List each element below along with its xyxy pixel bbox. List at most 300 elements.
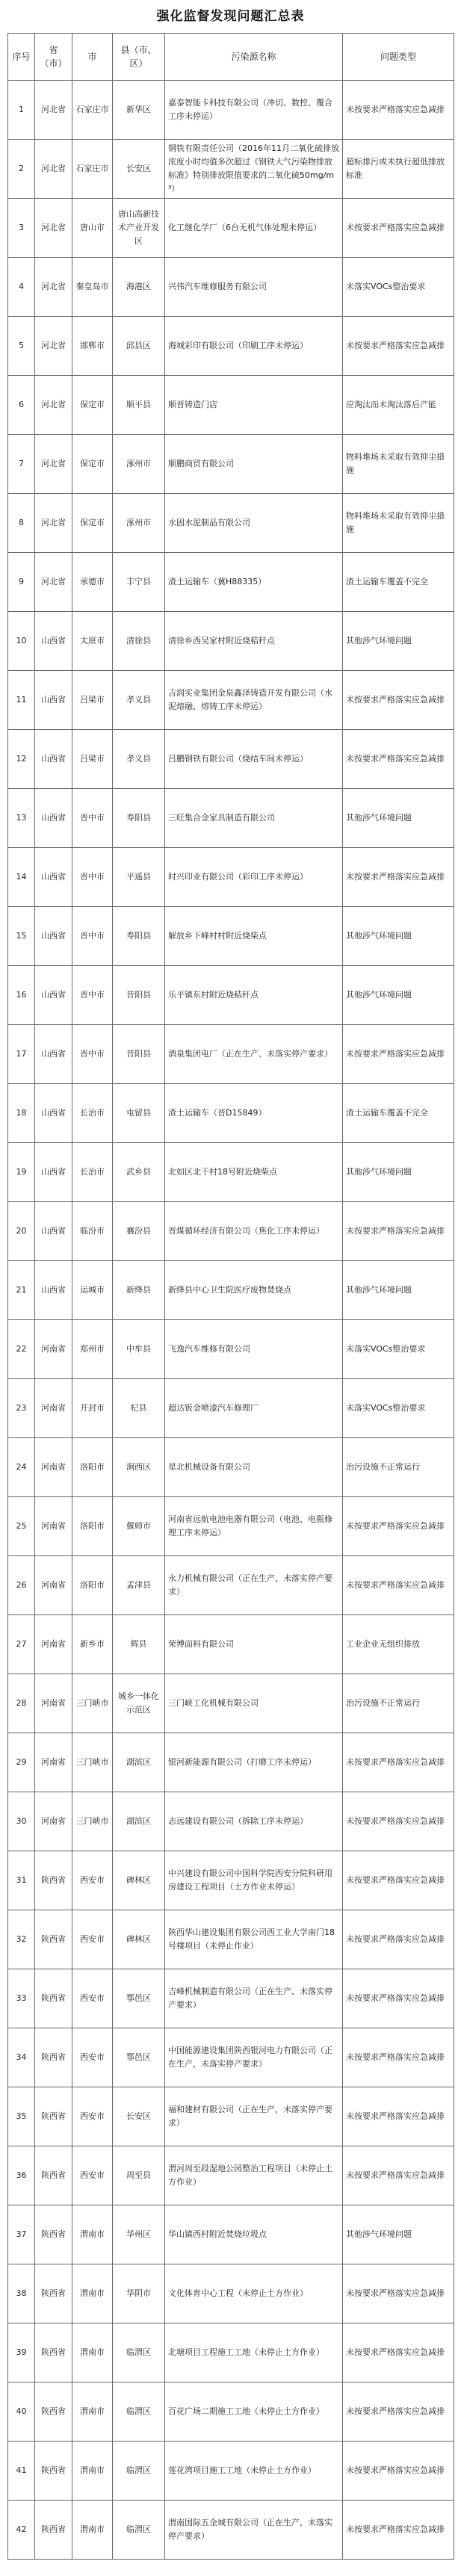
cell-city: 三门峡市 [72, 1733, 113, 1792]
cell-no: 38 [8, 2264, 35, 2323]
cell-province: 陕西省 [35, 2146, 72, 2205]
cell-no: 33 [8, 1969, 35, 2028]
cell-source-name: 吕鹏钢铁有限公司（烧结车间未停运） [165, 730, 343, 789]
table-row [8, 1792, 454, 1851]
cell-source-name: 海城彩印有限公司（印刷工序未停运） [165, 317, 343, 376]
table-row [8, 435, 454, 494]
cell-province: 山西省 [35, 1025, 72, 1084]
cell-source-name: 渣土运输车（晋D15849） [165, 1084, 343, 1143]
cell-city: 太原市 [72, 612, 113, 671]
cell-no: 1 [8, 81, 35, 140]
cell-source-name: 顺晋铸造门店 [165, 376, 343, 435]
cell-no: 25 [8, 1497, 35, 1556]
cell-no: 29 [8, 1733, 35, 1792]
cell-issue-type: 未按要求严格落实应急减排 [343, 2087, 454, 2146]
cell-city: 三门峡市 [72, 1792, 113, 1851]
cell-issue-type: 未按要求严格落实应急减排 [343, 1497, 454, 1556]
cell-source-name: 顺鹏商贸有限公司 [165, 435, 343, 494]
cell-no: 8 [8, 494, 35, 553]
cell-issue-type: 未按要求严格落实应急减排 [343, 1556, 454, 1615]
cell-city: 洛阳市 [72, 1497, 113, 1556]
cell-no: 34 [8, 2028, 35, 2087]
cell-source-name: 福和建材有限公司（正在生产，未落实停产要求） [165, 2087, 343, 2146]
cell-issue-type: 超标排污或未执行超低排放标准 [343, 140, 454, 199]
cell-issue-type: 未落实VOCs整治要求 [343, 1379, 454, 1438]
cell-province: 河北省 [35, 317, 72, 376]
table-row [8, 2087, 454, 2146]
table-row [8, 1261, 454, 1320]
table-row [8, 2146, 454, 2205]
cell-province: 河北省 [35, 376, 72, 435]
table-row [8, 2383, 454, 2442]
cell-city: 运城市 [72, 1261, 113, 1320]
cell-source-name: 百花广场二期施工工地（未停止土方作业） [165, 2383, 343, 2442]
cell-county: 临渭区 [113, 2442, 165, 2501]
cell-city: 晋中市 [72, 966, 113, 1025]
cell-province: 河南省 [35, 1379, 72, 1438]
cell-city: 三门峡市 [72, 1674, 113, 1733]
cell-no: 16 [8, 966, 35, 1025]
cell-city: 西安市 [72, 2146, 113, 2205]
cell-province: 河南省 [35, 1792, 72, 1851]
cell-no: 24 [8, 1438, 35, 1497]
cell-county: 鄠邑区 [113, 2028, 165, 2087]
cell-no: 26 [8, 1556, 35, 1615]
table-row [8, 1202, 454, 1261]
cell-city: 渭南市 [72, 2442, 113, 2501]
cell-province: 河南省 [35, 1320, 72, 1379]
cell-issue-type: 其他涉气环境问题 [343, 612, 454, 671]
cell-issue-type: 未按要求严格落实应急减排 [343, 1910, 454, 1969]
cell-city: 吕梁市 [72, 730, 113, 789]
cell-county: 昔阳县 [113, 966, 165, 1025]
cell-no: 10 [8, 612, 35, 671]
cell-city: 临汾市 [72, 1202, 113, 1261]
cell-source-name: 渣土运输车（冀H88335） [165, 553, 343, 612]
cell-source-name: 超达钣金喷漆汽车修理厂 [165, 1379, 343, 1438]
cell-province: 山西省 [35, 730, 72, 789]
cell-county: 湖滨区 [113, 1733, 165, 1792]
cell-no: 4 [8, 258, 35, 317]
cell-issue-type: 未按要求严格落实应急减排 [343, 671, 454, 730]
cell-source-name: 清徐乡西吴家村附近烧秸秆点 [165, 612, 343, 671]
cell-source-name: 中兴建设有限公司中国科学院西安分院科研用房建设工程项目（土方作业未停运） [165, 1851, 343, 1910]
table-row [8, 789, 454, 848]
cell-province: 河北省 [35, 553, 72, 612]
cell-province: 河南省 [35, 1615, 72, 1674]
cell-city: 渭南市 [72, 2264, 113, 2323]
table-row [8, 1969, 454, 2028]
cell-city: 石家庄市 [72, 81, 113, 140]
cell-no: 21 [8, 1261, 35, 1320]
cell-county: 长安区 [113, 2087, 165, 2146]
cell-city: 西安市 [72, 1969, 113, 2028]
cell-source-name: 中国能源建设集团陕西银河电力有限公司（正在生产，未落实停产要求） [165, 2028, 343, 2087]
cell-source-name: 兴伟汽车维修服务有限公司 [165, 258, 343, 317]
cell-source-name: 河南省远航电池电器有限公司（电池、电瓶修理工序未停运） [165, 1497, 343, 1556]
cell-no: 7 [8, 435, 35, 494]
cell-no: 41 [8, 2442, 35, 2501]
table-row [8, 730, 454, 789]
cell-province: 河北省 [35, 140, 72, 199]
cell-county: 新华区 [113, 81, 165, 140]
cell-issue-type: 未落实VOCs整治要求 [343, 1320, 454, 1379]
cell-source-name: 飞逸汽车维修有限公司 [165, 1320, 343, 1379]
cell-province: 河北省 [35, 435, 72, 494]
cell-county: 孝义县 [113, 671, 165, 730]
problem-summary-table [7, 33, 454, 2560]
cell-province: 山西省 [35, 1084, 72, 1143]
cell-no: 32 [8, 1910, 35, 1969]
cell-no: 37 [8, 2205, 35, 2264]
table-row [8, 2442, 454, 2501]
cell-issue-type: 未按要求严格落实应急减排 [343, 2323, 454, 2383]
header-province: 省（市） [35, 34, 72, 81]
cell-county: 屯留县 [113, 1084, 165, 1143]
cell-city: 保定市 [72, 435, 113, 494]
cell-issue-type: 工业企业无组织排放 [343, 1615, 454, 1674]
cell-source-name: 新绛县中心卫生院医疗废物焚烧点 [165, 1261, 343, 1320]
cell-county: 湖滨区 [113, 1792, 165, 1851]
cell-issue-type: 其他涉气环境问题 [343, 966, 454, 1025]
cell-province: 陕西省 [35, 1969, 72, 2028]
cell-no: 17 [8, 1025, 35, 1084]
cell-no: 42 [8, 2501, 35, 2560]
cell-county: 偃师市 [113, 1497, 165, 1556]
header-no: 序号 [8, 34, 35, 81]
cell-city: 晋中市 [72, 1025, 113, 1084]
cell-no: 5 [8, 317, 35, 376]
cell-province: 山西省 [35, 789, 72, 848]
cell-source-name: 志远建设有限公司（拆除工序未停运） [165, 1792, 343, 1851]
cell-no: 22 [8, 1320, 35, 1379]
cell-no: 30 [8, 1792, 35, 1851]
cell-city: 保定市 [72, 376, 113, 435]
cell-county: 寿阳县 [113, 907, 165, 966]
cell-city: 晋中市 [72, 848, 113, 907]
cell-no: 39 [8, 2323, 35, 2383]
cell-county: 临渭区 [113, 2323, 165, 2383]
table-row [8, 907, 454, 966]
table-row [8, 2264, 454, 2323]
cell-county: 碑林区 [113, 1851, 165, 1910]
cell-county: 华阴市 [113, 2264, 165, 2323]
cell-no: 15 [8, 907, 35, 966]
cell-source-name: 乐平镇东村附近烧秸秆点 [165, 966, 343, 1025]
cell-issue-type: 未按要求严格落实应急减排 [343, 1202, 454, 1261]
cell-no: 2 [8, 140, 35, 199]
cell-source-name: 三门峡工化机械有限公司 [165, 1674, 343, 1733]
table-row [8, 258, 454, 317]
table-row [8, 1438, 454, 1497]
table-row [8, 2028, 454, 2087]
cell-issue-type: 治污设施不正常运行 [343, 1438, 454, 1497]
table-row [8, 1615, 454, 1674]
cell-issue-type: 未按要求严格落实应急减排 [343, 1792, 454, 1851]
cell-county: 周至县 [113, 2146, 165, 2205]
cell-source-name: 星北机械设备有限公司 [165, 1438, 343, 1497]
cell-no: 12 [8, 730, 35, 789]
cell-county: 鄠邑区 [113, 1969, 165, 2028]
cell-county: 顺平县 [113, 376, 165, 435]
cell-issue-type: 未按要求严格落实应急减排 [343, 2146, 454, 2205]
cell-province: 河北省 [35, 81, 72, 140]
cell-city: 长治市 [72, 1143, 113, 1202]
cell-county: 涿州市 [113, 494, 165, 553]
table-row [8, 376, 454, 435]
cell-issue-type: 未按要求严格落实应急减排 [343, 2383, 454, 2442]
cell-issue-type: 治污设施不正常运行 [343, 1674, 454, 1733]
cell-county: 中牟县 [113, 1320, 165, 1379]
header-issue-type: 问题类型 [343, 34, 454, 81]
document-title: 强化监督发现问题汇总表 [156, 9, 305, 24]
cell-province: 陕西省 [35, 2264, 72, 2323]
cell-province: 河南省 [35, 1438, 72, 1497]
table-row [8, 494, 454, 553]
cell-issue-type: 未按要求严格落实应急减排 [343, 2028, 454, 2087]
cell-county: 孝义县 [113, 730, 165, 789]
cell-no: 3 [8, 199, 35, 258]
cell-city: 渭南市 [72, 2383, 113, 2442]
cell-province: 陕西省 [35, 1910, 72, 1969]
cell-county: 邱县区 [113, 317, 165, 376]
cell-province: 河南省 [35, 1556, 72, 1615]
cell-issue-type: 物料堆场未采取有效抑尘措施 [343, 494, 454, 553]
cell-no: 11 [8, 671, 35, 730]
cell-source-name: 华山镇西村附近焚烧垃圾点 [165, 2205, 343, 2264]
cell-issue-type: 渣土运输车覆盖不完全 [343, 553, 454, 612]
cell-city: 秦皇岛市 [72, 258, 113, 317]
cell-source-name: 渭南国际五金城有限公司（正在生产，未落实停产要求） [165, 2501, 343, 2560]
cell-issue-type: 未按要求严格落实应急减排 [343, 317, 454, 376]
cell-source-name: 莲花湾项目施工工地（未停止土方作业） [165, 2442, 343, 2501]
table-row [8, 1851, 454, 1910]
cell-county: 平遥县 [113, 848, 165, 907]
cell-issue-type: 其他涉气环境问题 [343, 907, 454, 966]
cell-issue-type: 未按要求严格落实应急减排 [343, 199, 454, 258]
cell-county: 襄汾县 [113, 1202, 165, 1261]
cell-city: 开封市 [72, 1379, 113, 1438]
cell-issue-type: 未按要求严格落实应急减排 [343, 2442, 454, 2501]
cell-county: 杞县 [113, 1379, 165, 1438]
cell-county: 涧西区 [113, 1438, 165, 1497]
cell-issue-type: 未按要求严格落实应急减排 [343, 1851, 454, 1910]
cell-issue-type: 未按要求严格落实应急减排 [343, 81, 454, 140]
cell-issue-type: 未按要求严格落实应急减排 [343, 2264, 454, 2323]
cell-issue-type: 未按要求严格落实应急减排 [343, 848, 454, 907]
cell-issue-type: 未按要求严格落实应急减排 [343, 2501, 454, 2560]
cell-city: 洛阳市 [72, 1438, 113, 1497]
cell-province: 河南省 [35, 1733, 72, 1792]
cell-source-name: 三旺集合金家具制造有限公司 [165, 789, 343, 848]
cell-city: 石家庄市 [72, 140, 113, 199]
cell-city: 西安市 [72, 2087, 113, 2146]
cell-city: 西安市 [72, 2028, 113, 2087]
cell-province: 陕西省 [35, 1851, 72, 1910]
table-row [8, 81, 454, 140]
cell-province: 陕西省 [35, 2205, 72, 2264]
cell-city: 渭南市 [72, 2205, 113, 2264]
cell-province: 山西省 [35, 966, 72, 1025]
cell-source-name: 北如区北干村18号附近烧柴点 [165, 1143, 343, 1202]
cell-source-name: 永固水泥制品有限公司 [165, 494, 343, 553]
cell-issue-type: 未按要求严格落实应急减排 [343, 1733, 454, 1792]
cell-province: 山西省 [35, 1202, 72, 1261]
cell-issue-type: 其他涉气环境问题 [343, 789, 454, 848]
cell-province: 河南省 [35, 1497, 72, 1556]
cell-province: 河南省 [35, 1674, 72, 1733]
table-row [8, 1320, 454, 1379]
cell-issue-type: 其他涉气环境问题 [343, 2205, 454, 2264]
table-row [8, 553, 454, 612]
cell-issue-type: 未落实VOCs整治要求 [343, 258, 454, 317]
cell-no: 23 [8, 1379, 35, 1438]
table-row [8, 1910, 454, 1969]
cell-city: 吕梁市 [72, 671, 113, 730]
cell-province: 山西省 [35, 1143, 72, 1202]
cell-no: 31 [8, 1851, 35, 1910]
table-row [8, 966, 454, 1025]
cell-no: 40 [8, 2383, 35, 2442]
cell-county: 城乡一体化示范区 [113, 1674, 165, 1733]
table-row [8, 1556, 454, 1615]
cell-source-name: 钢铁有限责任公司（2016年11月二氧化硫排放浓度小时均值多次超过《钢铁大气污染物排放标准》特别排放限值要求的二氧化硫50mg/m³） [165, 140, 343, 199]
table-row [8, 2323, 454, 2383]
cell-issue-type: 其他涉气环境问题 [343, 1143, 454, 1202]
cell-no: 36 [8, 2146, 35, 2205]
cell-source-name: 吉润实业集团金泉鑫泽铸造开发有限公司（水泥熔融、熔铸工序未停运） [165, 671, 343, 730]
cell-no: 28 [8, 1674, 35, 1733]
cell-county: 昔阳县 [113, 1025, 165, 1084]
cell-city: 西安市 [72, 1851, 113, 1910]
cell-province: 河北省 [35, 494, 72, 553]
cell-source-name: 渭河周至段湿地公园整治工程项目（未停止土方作业） [165, 2146, 343, 2205]
cell-county: 华州区 [113, 2205, 165, 2264]
cell-no: 6 [8, 376, 35, 435]
cell-province: 陕西省 [35, 2323, 72, 2383]
cell-city: 保定市 [72, 494, 113, 553]
cell-no: 35 [8, 2087, 35, 2146]
table-row [8, 1674, 454, 1733]
cell-city: 渭南市 [72, 2501, 113, 2560]
cell-city: 郑州市 [72, 1320, 113, 1379]
cell-no: 19 [8, 1143, 35, 1202]
cell-province: 河北省 [35, 199, 72, 258]
cell-province: 山西省 [35, 671, 72, 730]
cell-source-name: 嘉泰智能卡科技有限公司（冲切、数控、覆合工序未停运） [165, 81, 343, 140]
cell-issue-type: 未按要求严格落实应急减排 [343, 1025, 454, 1084]
cell-county: 临渭区 [113, 2501, 165, 2560]
cell-source-name: 北塘项目工程施工工地（未停止土方作业） [165, 2323, 343, 2383]
cell-city: 唐山市 [72, 199, 113, 258]
table-row [8, 1143, 454, 1202]
cell-province: 山西省 [35, 907, 72, 966]
cell-no: 13 [8, 789, 35, 848]
table-row [8, 2205, 454, 2264]
cell-city: 新乡市 [72, 1615, 113, 1674]
cell-county: 武乡县 [113, 1143, 165, 1202]
table-row [8, 2501, 454, 2560]
cell-county: 临渭区 [113, 2383, 165, 2442]
cell-county: 长安区 [113, 140, 165, 199]
cell-city: 邯郸市 [72, 317, 113, 376]
cell-issue-type: 未按要求严格落实应急减排 [343, 1969, 454, 2028]
table-header [8, 34, 454, 81]
cell-no: 14 [8, 848, 35, 907]
cell-county: 海港区 [113, 258, 165, 317]
cell-issue-type: 其他涉气环境问题 [343, 1261, 454, 1320]
table-row [8, 1733, 454, 1792]
cell-source-name: 荣博面料有限公司 [165, 1615, 343, 1674]
table-row [8, 140, 454, 199]
table-row [8, 848, 454, 907]
cell-city: 晋中市 [72, 907, 113, 966]
cell-county: 寿阳县 [113, 789, 165, 848]
cell-province: 陕西省 [35, 2028, 72, 2087]
cell-issue-type: 渣土运输车覆盖不完全 [343, 1084, 454, 1143]
cell-issue-type: 未按要求严格落实应急减排 [343, 730, 454, 789]
table-row [8, 612, 454, 671]
table-row [8, 317, 454, 376]
table-row [8, 1025, 454, 1084]
cell-source-name: 解放乡下峰村村附近烧柴点 [165, 907, 343, 966]
cell-no: 20 [8, 1202, 35, 1261]
cell-no: 18 [8, 1084, 35, 1143]
cell-county: 碑林区 [113, 1910, 165, 1969]
cell-city: 长治市 [72, 1084, 113, 1143]
header-county: 县（市、区） [113, 34, 165, 81]
table-row [8, 671, 454, 730]
cell-city: 渭南市 [72, 2323, 113, 2383]
table-row [8, 1379, 454, 1438]
cell-city: 晋中市 [72, 789, 113, 848]
cell-province: 山西省 [35, 1261, 72, 1320]
cell-province: 陕西省 [35, 2442, 72, 2501]
cell-city: 洛阳市 [72, 1556, 113, 1615]
cell-province: 山西省 [35, 848, 72, 907]
table-row [8, 1497, 454, 1556]
cell-source-name: 化工继化学厂（6台无机气体处理未停运） [165, 199, 343, 258]
cell-source-name: 时兴印业有限公司（彩印工序未停运） [165, 848, 343, 907]
cell-source-name: 酒泉集团电厂（正在生产、未落实停产要求） [165, 1025, 343, 1084]
cell-county: 新绛县 [113, 1261, 165, 1320]
table-row [8, 199, 454, 258]
cell-county: 孟津县 [113, 1556, 165, 1615]
cell-source-name: 永力机械有限公司（正在生产，未落实停产要求） [165, 1556, 343, 1615]
cell-no: 27 [8, 1615, 35, 1674]
cell-source-name: 陕西华山建设集团有限公司西工业大学南门18号楼项目（未停止作业） [165, 1910, 343, 1969]
cell-county: 辉县 [113, 1615, 165, 1674]
cell-source-name: 文化体育中心工程（未停止土方作业） [165, 2264, 343, 2323]
cell-county: 清徐县 [113, 612, 165, 671]
cell-province: 山西省 [35, 612, 72, 671]
table-body [8, 81, 454, 2560]
cell-province: 陕西省 [35, 2501, 72, 2560]
cell-province: 陕西省 [35, 2087, 72, 2146]
header-city: 市 [72, 34, 113, 81]
cell-county: 丰宁县 [113, 553, 165, 612]
cell-no: 9 [8, 553, 35, 612]
table-row [8, 1084, 454, 1143]
cell-county: 唐山高新技术产业开发区 [113, 199, 165, 258]
cell-issue-type: 应淘汰而未淘汰落后产能 [343, 376, 454, 435]
cell-source-name: 银河新能源有限公司（打磨工序未停运） [165, 1733, 343, 1792]
cell-province: 陕西省 [35, 2383, 72, 2442]
cell-source-name: 晋煤循环经济有限公司（焦化工序未停运） [165, 1202, 343, 1261]
cell-county: 涿州市 [113, 435, 165, 494]
header-source-name: 污染源名称 [165, 34, 343, 81]
cell-issue-type: 物料堆场未采取有效抑尘措施 [343, 435, 454, 494]
